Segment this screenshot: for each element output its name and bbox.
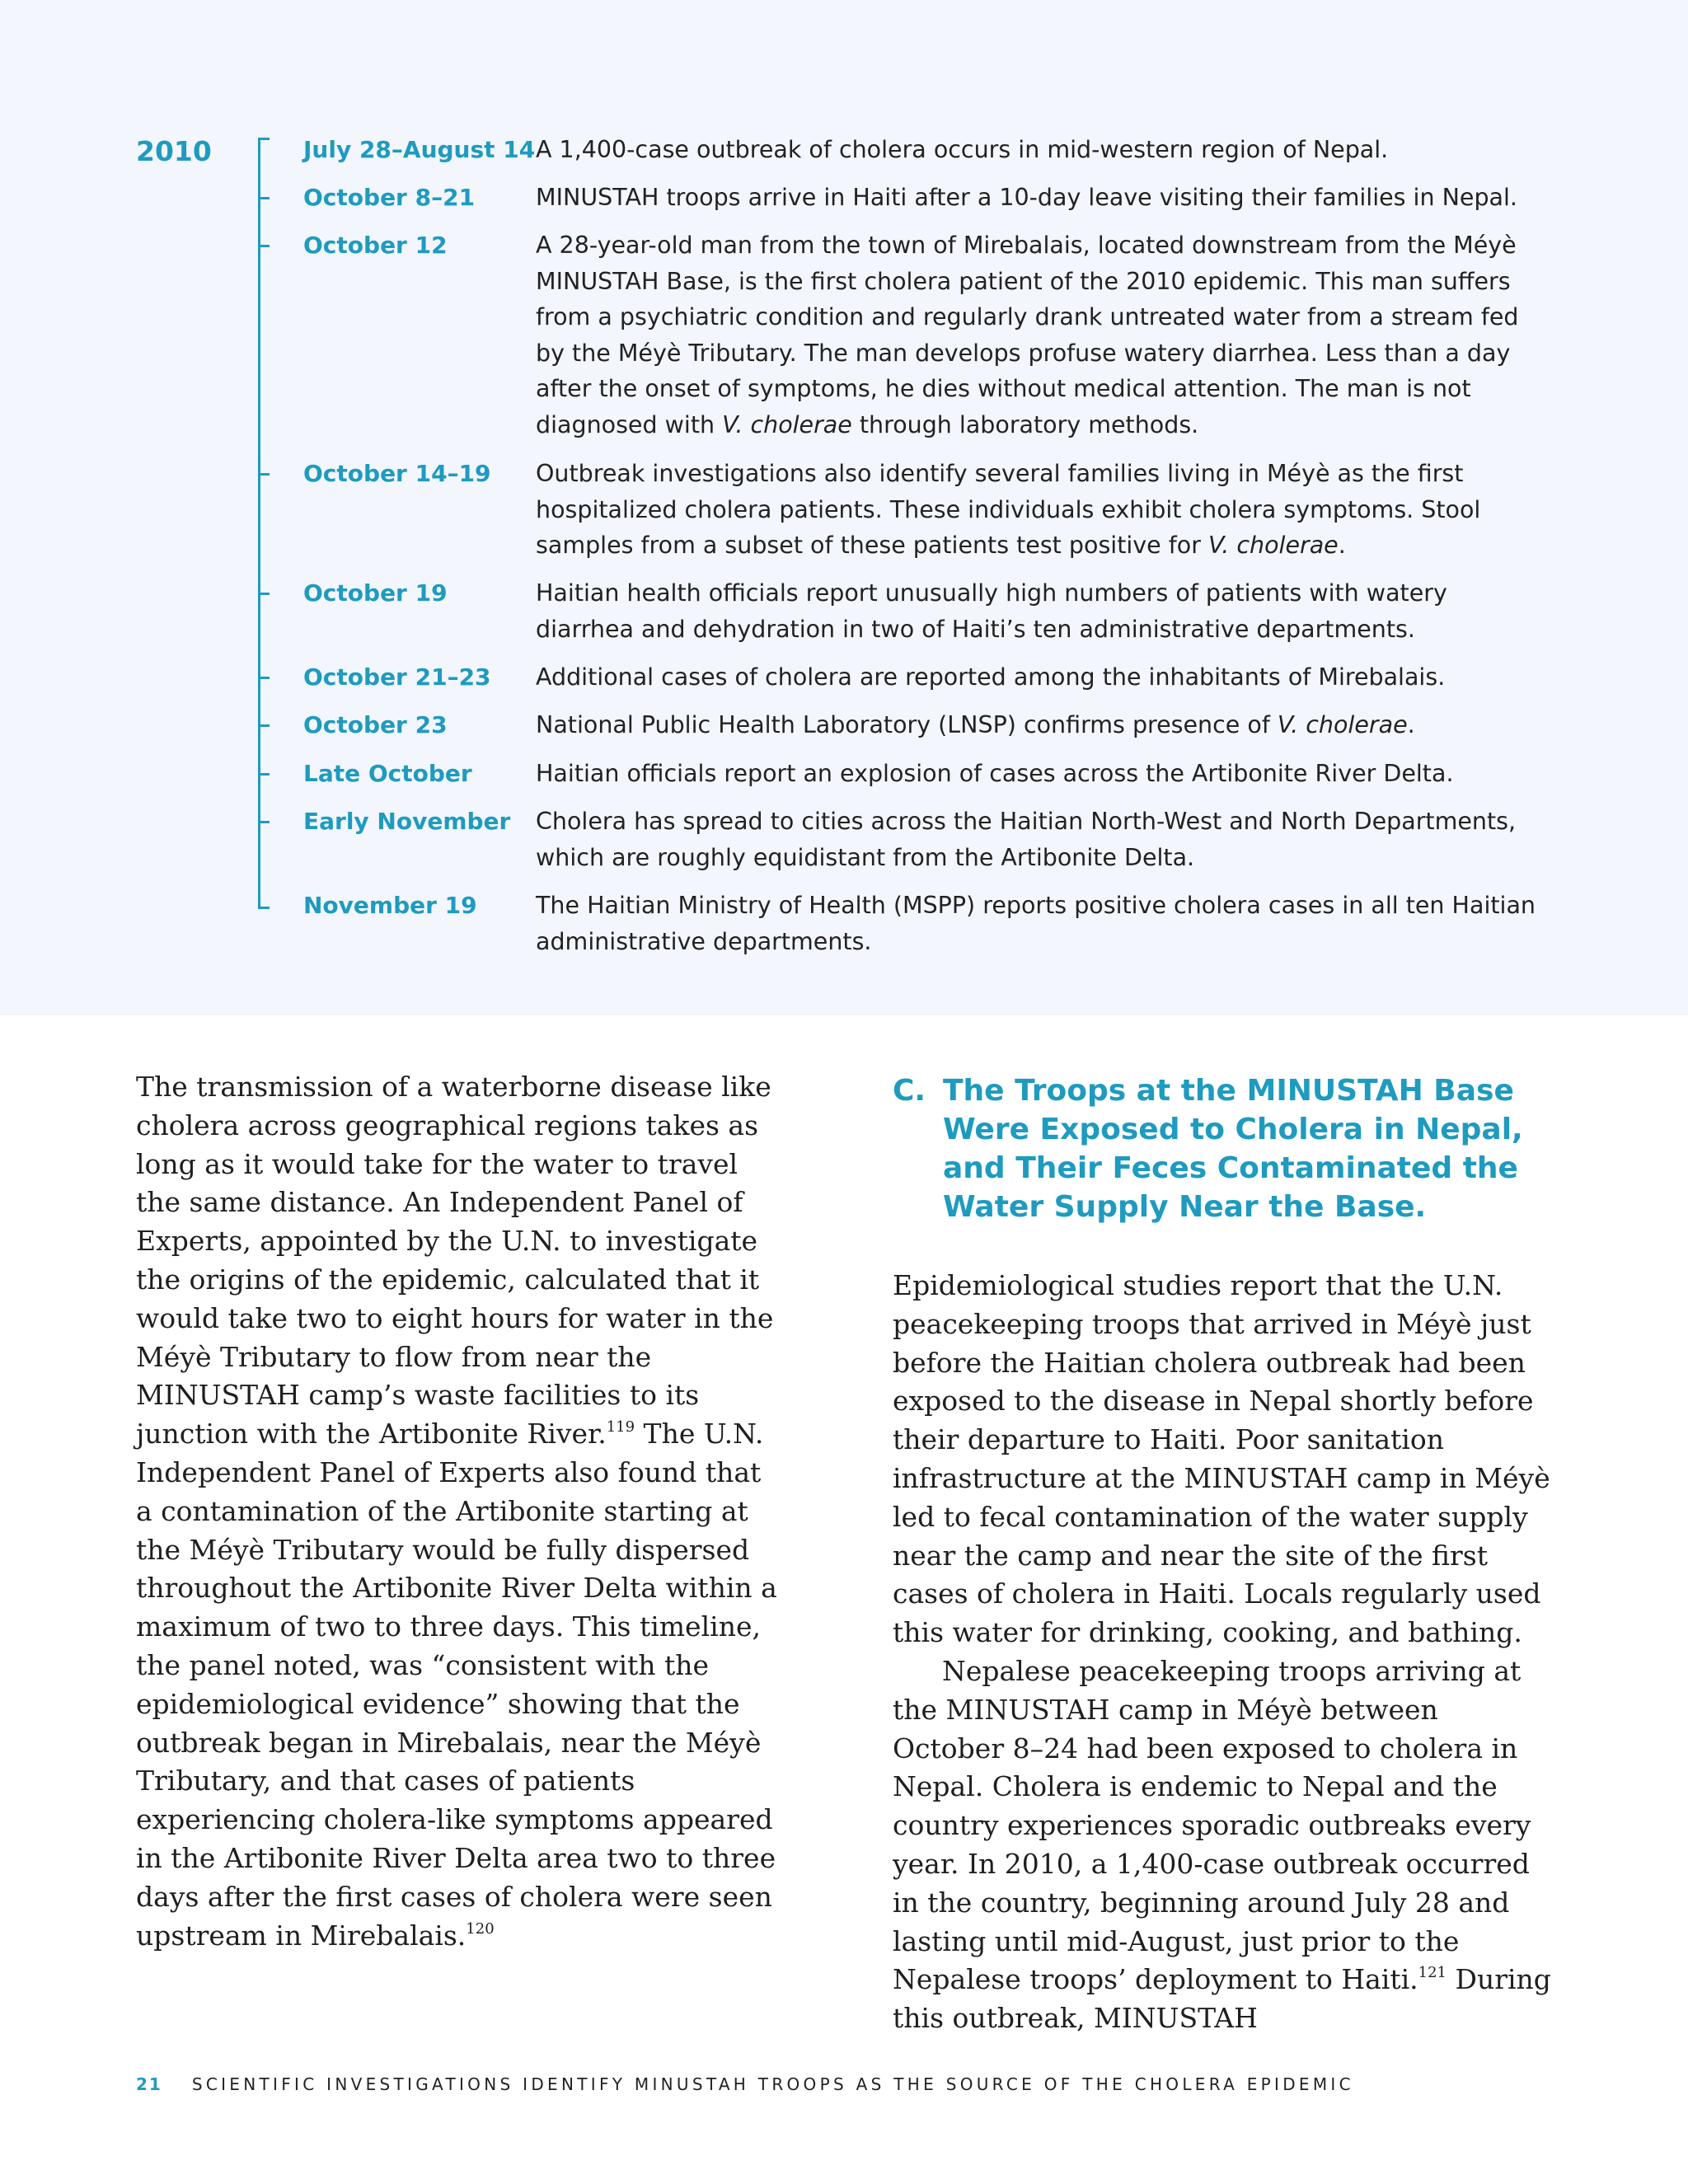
event-description (536, 707, 1550, 743)
event-date: November 19 (303, 892, 477, 919)
timeline-bracket-bottom (258, 907, 270, 909)
page-number: 21 (136, 2074, 162, 2094)
event-date: Late October (303, 760, 472, 787)
timeline-tick (258, 473, 270, 476)
event-description-text: . (1407, 711, 1415, 738)
event-description-text: . (1338, 532, 1346, 559)
footnote-ref: 121 (1418, 1964, 1447, 1982)
left-column (136, 1068, 779, 1955)
timeline-tick (258, 593, 270, 595)
event-description-text: National Public Health Laboratory (LNSP) confirms presence of (536, 711, 1278, 738)
right-column (893, 1267, 1552, 2038)
event-description: Haitian officials report an explosion of cases across the Artibonite River Delta. (536, 760, 1454, 787)
event-date: October 8–21 (303, 184, 476, 211)
body-paragraph (136, 1068, 779, 1955)
species-name: V. cholerae (1277, 711, 1408, 738)
event-date: October 12 (303, 232, 448, 259)
timeline-bracket (258, 138, 260, 909)
running-title: SCIENTIFIC INVESTIGATIONS IDENTIFY MINUSTAH TROOPS AS THE SOURCE OF THE CHOLERA EPIDEMIC (191, 2074, 1354, 2094)
timeline-tick (258, 245, 270, 247)
event-description: The Haitian Ministry of Health (MSPP) reports positive cholera cases in all ten Haitian administrative departments. (536, 892, 1536, 955)
body-text: During this outbreak, MINUSTAH (893, 1963, 1551, 2035)
event-date: October 14–19 (303, 460, 491, 487)
section-title: The Troops at the MINUSTAH Base Were Exposed to Cholera in Nepal, and Their Feces Contaminated the Water Supply Near the Base. (943, 1074, 1523, 1224)
timeline-tick (258, 677, 270, 679)
timeline-tick (258, 773, 270, 776)
event-date: October 21–23 (303, 663, 491, 691)
event-description-text: Outbreak investigations also identify several families living in Méyè as the first hospitalized cholera patients. These individuals exhibit cholera symptoms. Stool samples from a subset of these patients test positive for (536, 460, 1481, 559)
body-text: The U.N. Independent Panel of Experts also found that a contamination of the Artibonite starting at the Méyè Tributary would be fully dispersed throughout the Artibonite River Delta within a maximum of two to three days. This timeline, the panel noted, was “consistent with the epidemiological evidence” showing that the outbreak began in Mirebalais, near the Méyè Tributary, and that cases of patients experiencing cholera-like symptoms appeared in the Artibonite River Delta area two to three days after the first cases of cholera were seen upstream in Mirebalais. (136, 1418, 777, 1952)
timeline-tick (258, 724, 270, 727)
event-description: MINUSTAH troops arrive in Haiti after a 10-day leave visiting their families in Nepal. (536, 184, 1517, 211)
timeline-year: 2010 (136, 135, 212, 167)
section-heading (893, 1071, 1568, 1226)
event-description (536, 456, 1550, 564)
event-description: A 1,400-case outbreak of cholera occurs in mid-western region of Nepal. (536, 136, 1389, 163)
event-date: October 23 (303, 711, 448, 738)
event-description: Cholera has spread to cities across the Haitian North-West and North Departments, which are roughly equidistant from the Artibonite Delta. (536, 808, 1517, 871)
species-name: V. cholerae (722, 410, 852, 438)
event-date: Early November (303, 808, 511, 835)
body-paragraph: Epidemiological studies report that the U.N. peacekeeping troops that arrived in Méyè just before the Haitian cholera outbreak had been exposed to the disease in Nepal shortly before their departure to Haiti. Poor sanitation infrastructure at the MINUSTAH camp in Méyè led to fecal contamination of the water supply near the camp and near the site of the first cases of cholera in Haiti. Locals regularly used this water for drinking, cooking, and bathing. (893, 1269, 1550, 1649)
body-paragraph (893, 1652, 1552, 2038)
event-description-text: A 28-year-old man from the town of Mirebalais, located downstream from the Méyè MINUSTAH Base, is the first cholera patient of the 2010 epidemic. This man suffers from a psychiatric condition and regularly drank untreated water from a stream fed by the Méyè Tributary. The man develops profuse watery diarrhea. Less than a day after the onset of symptoms, he dies without medical attention. The man is not diagnosed with (536, 232, 1519, 438)
event-date: July 28–August 14 (303, 136, 536, 163)
species-name: V. cholerae (1208, 532, 1339, 559)
page-footer (136, 2074, 1354, 2094)
section-letter: C. (893, 1074, 926, 1108)
event-date: October 19 (303, 579, 448, 607)
event-description (536, 227, 1550, 443)
timeline-tick (258, 197, 270, 199)
event-description: Haitian health officials report unusually high numbers of patients with watery diarrhea and dehydration in two of Haiti’s ten administrative departments. (536, 579, 1447, 643)
footnote-ref: 120 (466, 1919, 495, 1938)
timeline-bracket-top (258, 138, 270, 140)
event-description: Additional cases of cholera are reported among the inhabitants of Mirebalais. (536, 663, 1446, 691)
body-text: The transmission of a waterborne disease like cholera across geographical regions takes as long as it would take for the water to travel the same distance. An Independent Panel of Experts, appointed by the U.N. to investigate the origins of the epidemic, calculated that it would take two to eight hours for water in the Méyè Tributary to flow from near the MINUSTAH camp’s waste facilities to its junction with the Artibonite River. (136, 1071, 774, 1451)
body-text: Nepalese peacekeeping troops arriving at the MINUSTAH camp in Méyè between October 8–24 had been exposed to cholera in Nepal. Cholera is endemic to Nepal and the country experiences sporadic outbreaks every year. In 2010, a 1,400-case outbreak occurred in the country, beginning around July 28 and lasting until mid-August, just prior to the Nepalese troops’ deployment to Haiti. (893, 1654, 1531, 1996)
timeline-tick (258, 821, 270, 823)
footnote-ref: 119 (606, 1418, 635, 1436)
timeline-panel (0, 0, 1688, 1015)
event-description-text: through laboratory methods. (851, 410, 1199, 438)
